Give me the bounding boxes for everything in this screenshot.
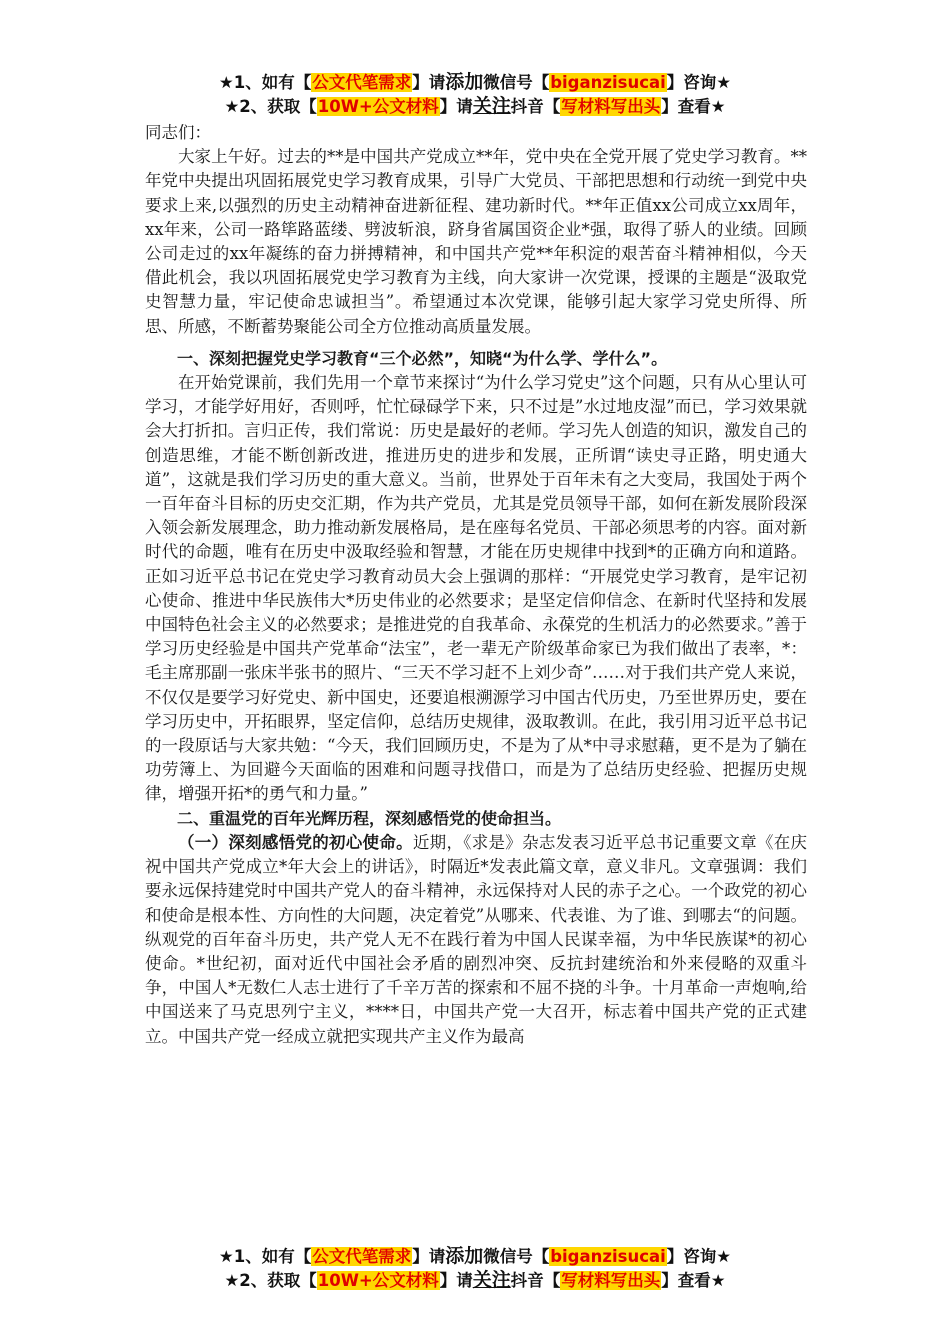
banner-text: 】请 — [439, 1271, 473, 1290]
paragraph-section-1: 在开始党课前，我们先用一个章节来探讨“为什么学习党史”这个问题，只有从心里认可学习，才能学好用好，否则呼，忙忙碌碌学下来，只不过是”水过地皮湿”而已，学习效果就会大打折扣。言归正传，我们常说：历史是最好的老师。学习先人创造的知识，激发自己的创造思维，才能不断创新改进，推进历史的进步和发展，正所谓“读史寻正路，明史通大道”，这就是我们学习历史的重大意义。当前，世界处于百年未有之大变局，我国处于两个一百年奋斗目标的历史交汇期，作为共产党员，尤其是党员领导干部，如何在新发展阶段深入领会新发展理念，助力推动新发展格局，是在座每名党员、干部必须思考的内容。面对新时代的命题，唯有在历史中汲取经验和智慧，才能在历史规律中找到*的正确方向和道路。正如习近平总书记在党史学习教育动员大会上强调的那样：“开展党史学习教育，是牢记初心使命、推进中华民族伟大*历史伟业的必然要求；是坚定信仰信念、在新时代坚持和发展中国特色社会主义的必然要求；是推进党的自我革命、永葆党的生机活力的必然要求。”善于学习历史经验是中国共产党革命“法宝”，老一辈无产阶级革命家已为我们做出了表率，*：毛主席那副一张床半张书的照片、“三天不学习赶不上刘少奇”……对于我们共产党人来说，不仅仅是要学习好党史、新中国史，还要追根溯源学习中国古代历史，乃至世界历史，要在学习历史中，开拓眼界，坚定信仰，总结历史规律，汲取教训。在此，我引用习近平总书记的一段原话与大家共勉：“今天，我们回顾历史，不是为了从*中寻求慰藉，更不是为了躺在功劳簿上、为回避今天面临的困难和问题寻找借口，而是为了总结历史经验、把握历史规律，增强开拓*的勇气和力量。” — [145, 373, 807, 804]
emphasis-word: 关注 — [472, 1269, 511, 1291]
banner-text: 】咨询★ — [666, 73, 732, 92]
header-banner — [0, 70, 950, 118]
section-heading-1: 一、深刻把握党史学习教育“三个必然”，知晓“为什么学、学什么”。 — [177, 348, 668, 368]
banner-text: 】请 — [412, 73, 446, 92]
banner-text: 】请 — [439, 97, 473, 116]
banner-text: 抖音【 — [510, 97, 561, 116]
banner-text: ★2、获取【 — [224, 1271, 317, 1290]
footer-banner — [0, 1244, 950, 1292]
highlight-wechat-id: biganzisucai — [550, 1247, 666, 1266]
banner-text: 】咨询★ — [666, 1247, 732, 1266]
paragraph-section-2-1 — [145, 831, 807, 1049]
banner-text: ★2、获取【 — [224, 97, 317, 116]
salutation: 同志们： — [145, 123, 211, 142]
highlight-douyin-id: 写材料写出头 — [561, 97, 661, 116]
highlight-materials: 10W+公文材料 — [317, 1271, 439, 1290]
highlight-service: 公文代笔需求 — [312, 73, 412, 92]
banner-text: 】请 — [412, 1247, 446, 1266]
banner-text: 】查看★ — [661, 97, 726, 116]
emphasis-word: 添加 — [445, 71, 484, 93]
banner-line-1 — [0, 1244, 950, 1268]
emphasis-word: 添加 — [445, 1245, 484, 1267]
banner-line-2 — [0, 94, 950, 118]
banner-text: ★1、如有【 — [218, 73, 312, 92]
banner-text: 】查看★ — [661, 1271, 726, 1290]
subsection-heading: （一）深刻感悟党的初心使命。 — [178, 832, 413, 852]
emphasis-word: 关注 — [472, 95, 511, 117]
document-body — [145, 121, 807, 1049]
banner-line-1 — [0, 70, 950, 94]
highlight-materials: 10W+公文材料 — [317, 97, 439, 116]
highlight-douyin-id: 写材料写出头 — [561, 1271, 661, 1290]
paragraph-text: 近期，《求是》杂志发表习近平总书记重要文章《在庆祝中国共产党成立*年大会上的讲话》，时隔近*发表此篇文章，意义非凡。文章强调：我们要永远保持建党时中国共产党人的奋斗精神，永远保持对人民的赤子之心。一个政党的初心和使命是根本性、方向性的大问题，决定着党”从哪来、代表谁、为了谁、到哪去“的问题。纵观党的百年奋斗历史，共产党人无不在践行着为中国人民谋幸福，为中华民族谋*的初心使命。*世纪初，面对近代中国社会矛盾的剧烈冲突、反抗封建统治和外来侵略的双重斗争，中国人*无数仁人志士进行了千辛万苦的探索和不屈不挠的斗争。十月革命一声炮响,给中国送来了马克思列宁主义，****日，中国共产党一大召开，标志着中国共产党的正式建立。中国共产党一经成立就把实现共产主义作为最高 — [145, 832, 808, 1046]
banner-line-2 — [0, 1268, 950, 1292]
banner-text: ★1、如有【 — [218, 1247, 312, 1266]
banner-text: 抖音【 — [510, 1271, 561, 1290]
paragraph-intro: 大家上午好。过去的**是中国共产党成立**年，党中央在全党开展了党史学习教育。**年党中央提出巩固拓展党史学习教育成果，引导广大党员、干部把思想和行动统一到党中央要求上来,以强烈的历史主动精神奋进新征程、建功新时代。**年正值xx公司成立xx周年，xx年来，公司一路筚路蓝缕、劈波斩浪，跻身省属国资企业*强，取得了骄人的业绩。回顾公司走过的xx年凝练的奋力拼搏精神，和中国共产党**年积淀的艰苦奋斗精神相似，今天借此机会，我以巩固拓展党史学习教育为主线，向大家讲一次党课，授课的主题是“汲取党史智慧力量，牢记使命忠诚担当”。希望通过本次党课，能够引起大家学习党史所得、所思、所感，不断蓄势聚能公司全方位推动高质量发展。 — [145, 147, 807, 336]
banner-text: 微信号【 — [483, 73, 550, 92]
section-heading-2: 二、重温党的百年光辉历程，深刻感悟党的使命担当。 — [177, 808, 562, 828]
banner-text: 微信号【 — [483, 1247, 550, 1266]
highlight-wechat-id: biganzisucai — [550, 73, 666, 92]
highlight-service: 公文代笔需求 — [312, 1247, 412, 1266]
